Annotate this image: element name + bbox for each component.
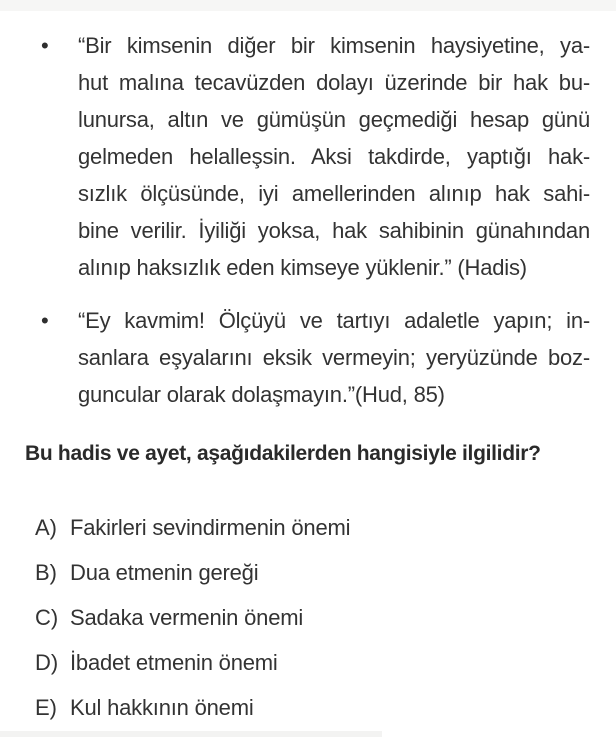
option-a-letter: A) bbox=[35, 515, 57, 540]
bullet-icon: • bbox=[41, 33, 49, 58]
quote-hadis-text bbox=[78, 27, 590, 286]
quote-line: hut malına tecavüzden dolayı üzerinde bir hak bu- bbox=[78, 70, 590, 95]
option-c-letter: C) bbox=[35, 605, 59, 630]
option-d bbox=[25, 648, 590, 678]
option-d-letter: D) bbox=[35, 650, 59, 675]
quote-line: sızlık ölçüsünde, iyi amellerinden alınıp hak sahi- bbox=[78, 181, 590, 206]
option-c bbox=[25, 603, 590, 633]
question-stem: Bu hadis ve ayet, aşağıdakilerden hangisiyle ilgilidir? bbox=[25, 442, 541, 465]
answer-options bbox=[25, 513, 590, 723]
option-b-text: Dua etmenin gereği bbox=[70, 560, 259, 585]
bullet-icon: • bbox=[41, 308, 49, 333]
option-e-text: Kul hakkının önemi bbox=[70, 695, 254, 720]
quote-ayet bbox=[25, 302, 590, 413]
option-a bbox=[25, 513, 590, 543]
option-a-text: Fakirleri sevindirmenin önemi bbox=[70, 515, 351, 540]
option-c-text: Sadaka vermenin önemi bbox=[70, 605, 304, 630]
option-e bbox=[25, 693, 590, 723]
quote-line: gelmeden helalleşsin. Aksi takdirde, yaptığı hak- bbox=[78, 144, 590, 169]
quote-line: sanlara eşyalarını eksik vermeyin; yeryüzünde boz- bbox=[78, 345, 590, 370]
quote-line: “Bir kimsenin diğer bir kimsenin haysiyetine, ya- bbox=[78, 33, 590, 58]
quote-line: bine verilir. İyiliği yoksa, hak sahibinin günahından bbox=[78, 218, 590, 243]
option-e-letter: E) bbox=[35, 695, 57, 720]
quote-line: alınıp haksızlık eden kimseye yüklenir.” (Hadis) bbox=[78, 255, 527, 280]
quote-line: guncular olarak dolaşmayın.”(Hud, 85) bbox=[78, 382, 445, 407]
quote-ayet-text bbox=[78, 302, 590, 413]
quote-hadis bbox=[25, 27, 590, 286]
option-d-text: İbadet etmenin önemi bbox=[70, 650, 278, 675]
quote-line: “Ey kavmim! Ölçüyü ve tartıyı adaletle yapın; in- bbox=[78, 308, 590, 333]
option-b-letter: B) bbox=[35, 560, 57, 585]
quote-line: lunursa, altın ve gümüşün geçmediği hesap günü bbox=[78, 107, 590, 132]
option-b bbox=[25, 558, 590, 588]
